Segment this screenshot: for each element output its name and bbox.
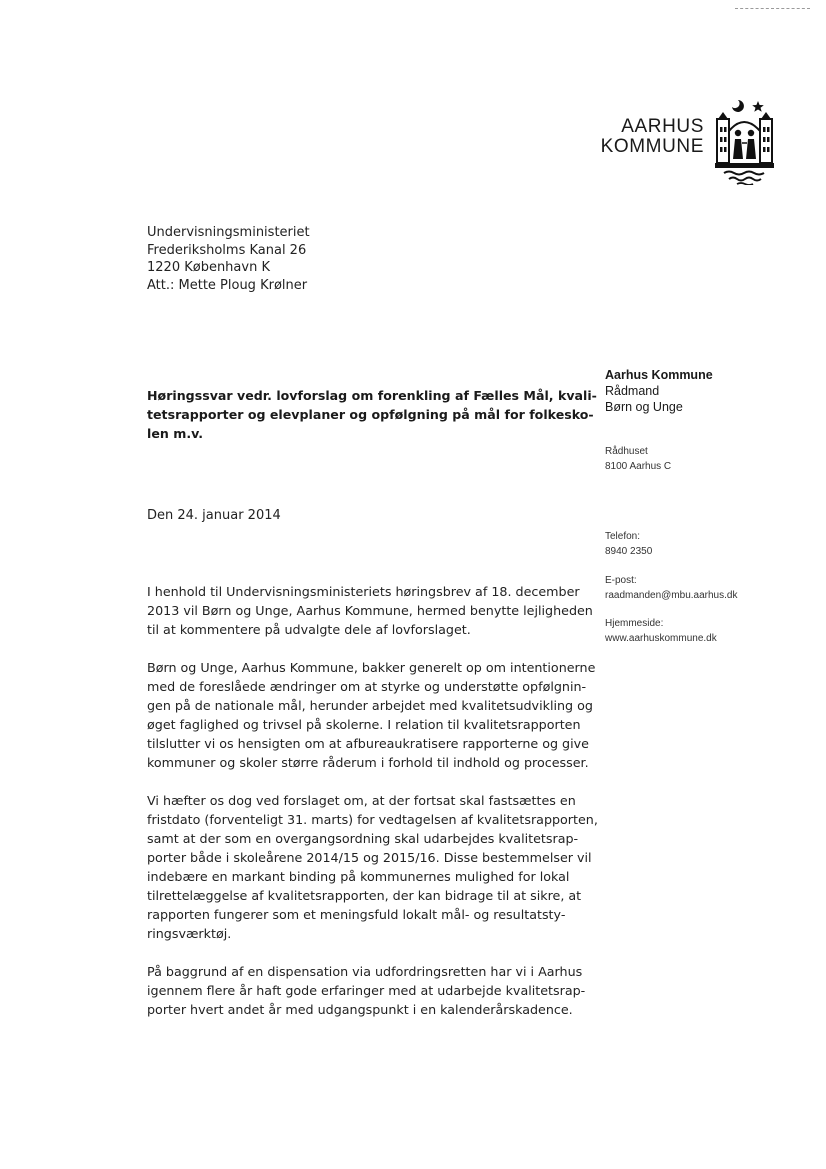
sender-city: 8100 Aarhus C: [605, 460, 672, 472]
sender-department: Børn og Unge: [605, 400, 683, 414]
letter-body: [147, 563, 607, 1038]
recipient-line: Frederiksholms Kanal 26: [147, 242, 307, 258]
phone-number: 8940 2350: [605, 545, 653, 557]
body-line: På baggrund af en dispensation via udfordringsretten har vi i Aarhus: [147, 964, 583, 979]
body-line: porter både i skoleårene 2014/15 og 2015/16. Disse bestemmelser vil: [147, 850, 592, 865]
logo-line-1: AARHUS: [621, 116, 704, 137]
letter-date: Den 24. januar 2014: [147, 508, 281, 523]
body-line: tilslutter vi os hensigten om at afbureaukratisere rapporterne og give: [147, 736, 589, 751]
recipient-line: Att.: Mette Ploug Krølner: [147, 277, 308, 293]
aarhus-seal-icon: [712, 97, 778, 185]
body-line: med de foreslåede ændringer om at styrke og understøtte opfølgnin-: [147, 679, 587, 694]
body-line: ringsværktøj.: [147, 926, 232, 941]
body-line: indebære en markant binding på kommunernes mulighed for lokal: [147, 869, 570, 884]
recipient-line: Undervisningsministeriet: [147, 225, 310, 240]
body-line: gen på de nationale mål, herunder arbejdet med kvalitetsudvikling og: [147, 698, 593, 713]
body-line: Børn og Unge, Aarhus Kommune, bakker generelt op om intentionerne: [147, 660, 596, 675]
sender-org-name: Aarhus Kommune: [605, 368, 713, 382]
body-line: tilrettelæggelse af kvalitetsrapporten, der kan bidrage til at sikre, at: [147, 888, 582, 903]
sender-role: Rådmand: [605, 384, 660, 398]
email-label: E-post:: [605, 575, 637, 586]
body-line: I henhold til Undervisningsministeriets høringsbrev af 18. december: [147, 584, 580, 599]
sender-organization: [605, 367, 713, 415]
recipient-address: [147, 224, 310, 294]
scan-artifact-line: [735, 8, 810, 9]
sender-building: Rådhuset: [605, 446, 648, 457]
subject-line: len m.v.: [147, 426, 204, 441]
body-line: porter hvert andet år med udgangspunkt i en kalenderårskadence.: [147, 1002, 573, 1017]
body-line: Vi hæfter os dog ved forslaget om, at der fortsat skal fastsættes en: [147, 793, 576, 808]
sender-website: [605, 617, 717, 646]
letter-subject: [147, 386, 597, 443]
subject-line: tetsrapporter og elevplaner og opfølgning på mål for folkesko-: [147, 407, 594, 422]
web-label: Hjemmeside:: [605, 618, 664, 629]
body-line: 2013 vil Børn og Unge, Aarhus Kommune, hermed benytte lejligheden: [147, 603, 593, 618]
logo-line-2: KOMMUNE: [600, 136, 704, 157]
recipient-line: 1220 København K: [147, 260, 270, 275]
subject-line: Høringssvar vedr. lovforslag om forenkling af Fælles Mål, kvali-: [147, 388, 597, 403]
sender-email: [605, 574, 737, 603]
body-line: kommuner og skoler større råderum i forhold til indhold og processer.: [147, 755, 589, 770]
body-line: igennem flere år haft gode erfaringer med at udarbejde kvalitetsrap-: [147, 983, 586, 998]
body-line: øget faglighed og trivsel på skolerne. I relation til kvalitetsrapporten: [147, 717, 581, 732]
body-line: fristdato (forventeligt 31. marts) for vedtagelsen af kvalitetsrapporten,: [147, 812, 598, 827]
email-address: raadmanden@mbu.aarhus.dk: [605, 589, 738, 601]
body-line: til at kommentere på udvalgte dele af lovforslaget.: [147, 622, 471, 637]
body-line: rapporten fungerer som et meningsfuld lokalt mål- og resultatsty-: [147, 907, 566, 922]
body-line: samt at der som en overgangsordning skal udarbejdes kvalitetsrap-: [147, 831, 579, 846]
web-address: www.aarhuskommune.dk: [605, 632, 717, 644]
phone-label: Telefon:: [605, 531, 641, 542]
sender-phone: [605, 530, 652, 559]
sender-address: [605, 445, 671, 474]
aarhus-kommune-logo-text: [600, 117, 704, 157]
